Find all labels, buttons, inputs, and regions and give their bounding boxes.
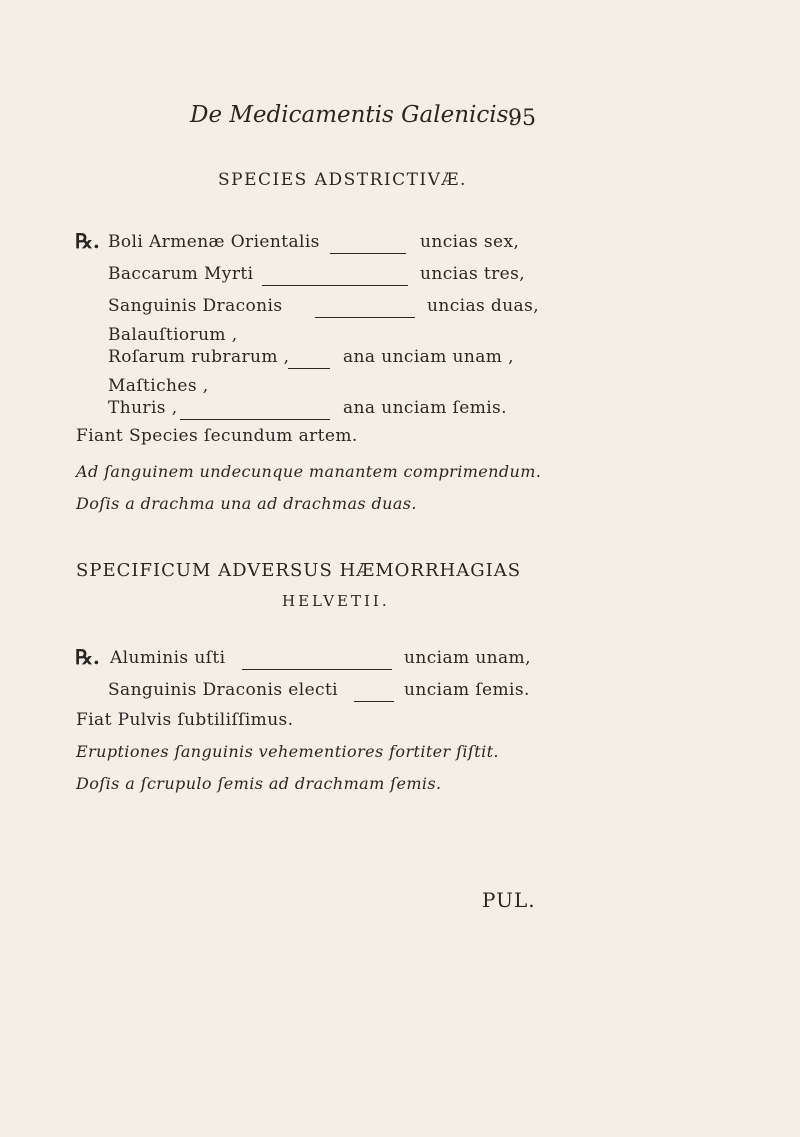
ingredient-line: Roſarum rubrarum ,	[108, 347, 290, 367]
ingredient-line: Baccarum Myrti	[108, 264, 254, 284]
recipe-symbol: ℞.	[75, 229, 100, 253]
leader-dash	[330, 243, 406, 262]
ingredient-quantity: uncias tres,	[420, 264, 526, 284]
dosage-note: Doſis a ſcrupulo ſemis ad drachmam ſemis.	[76, 774, 442, 793]
ingredient-quantity: unciam unam,	[404, 648, 531, 668]
ingredient-line: Balauſtiorum ,	[108, 325, 238, 345]
section-title: SPECIFICUM ADVERSUS HÆMORRHAGIAS	[76, 560, 522, 581]
section-title: SPECIES ADSTRICTIVÆ.	[218, 170, 467, 190]
recipe-symbol: ℞.	[75, 645, 100, 669]
ingredient-quantity: unciam ſemis.	[404, 680, 530, 700]
leader-dash	[242, 659, 392, 678]
leader-dash	[315, 307, 415, 326]
ingredient-line: Thuris ,	[108, 398, 178, 418]
ingredient-quantity: uncias duas,	[427, 296, 540, 316]
page-number: 95	[508, 106, 536, 131]
ingredient-quantity: ana unciam ſemis.	[343, 398, 507, 418]
leader-dash	[262, 275, 408, 294]
instruction-line: Fiat Pulvis ſubtiliſſimus.	[76, 710, 294, 730]
ingredient-quantity: ana unciam unam ,	[343, 347, 514, 367]
usage-note: Ad ſanguinem undecunque manantem comprimendum.	[76, 462, 542, 481]
catchword: PUL.	[482, 888, 536, 912]
running-header: De Medicamentis Galenicis.	[190, 102, 516, 128]
leader-dash	[354, 691, 394, 710]
ingredient-line: Aluminis uſti	[110, 648, 226, 668]
usage-note: Eruptiones ſanguinis vehementiores fortiter ſiſtit.	[76, 742, 499, 761]
ingredient-line: Maſtiches ,	[108, 376, 209, 396]
leader-dash	[288, 358, 330, 377]
dosage-note: Doſis a drachma una ad drachmas duas.	[76, 494, 417, 513]
ingredient-line: Boli Armenæ Orientalis	[108, 232, 320, 252]
instruction-line: Fiant Species ſecundum artem.	[76, 426, 358, 446]
section-subtitle: HELVETII.	[282, 592, 390, 610]
ingredient-line: Sanguinis Draconis electi	[108, 680, 339, 700]
ingredient-quantity: uncias sex,	[420, 232, 520, 252]
ingredient-line: Sanguinis Draconis	[108, 296, 283, 316]
